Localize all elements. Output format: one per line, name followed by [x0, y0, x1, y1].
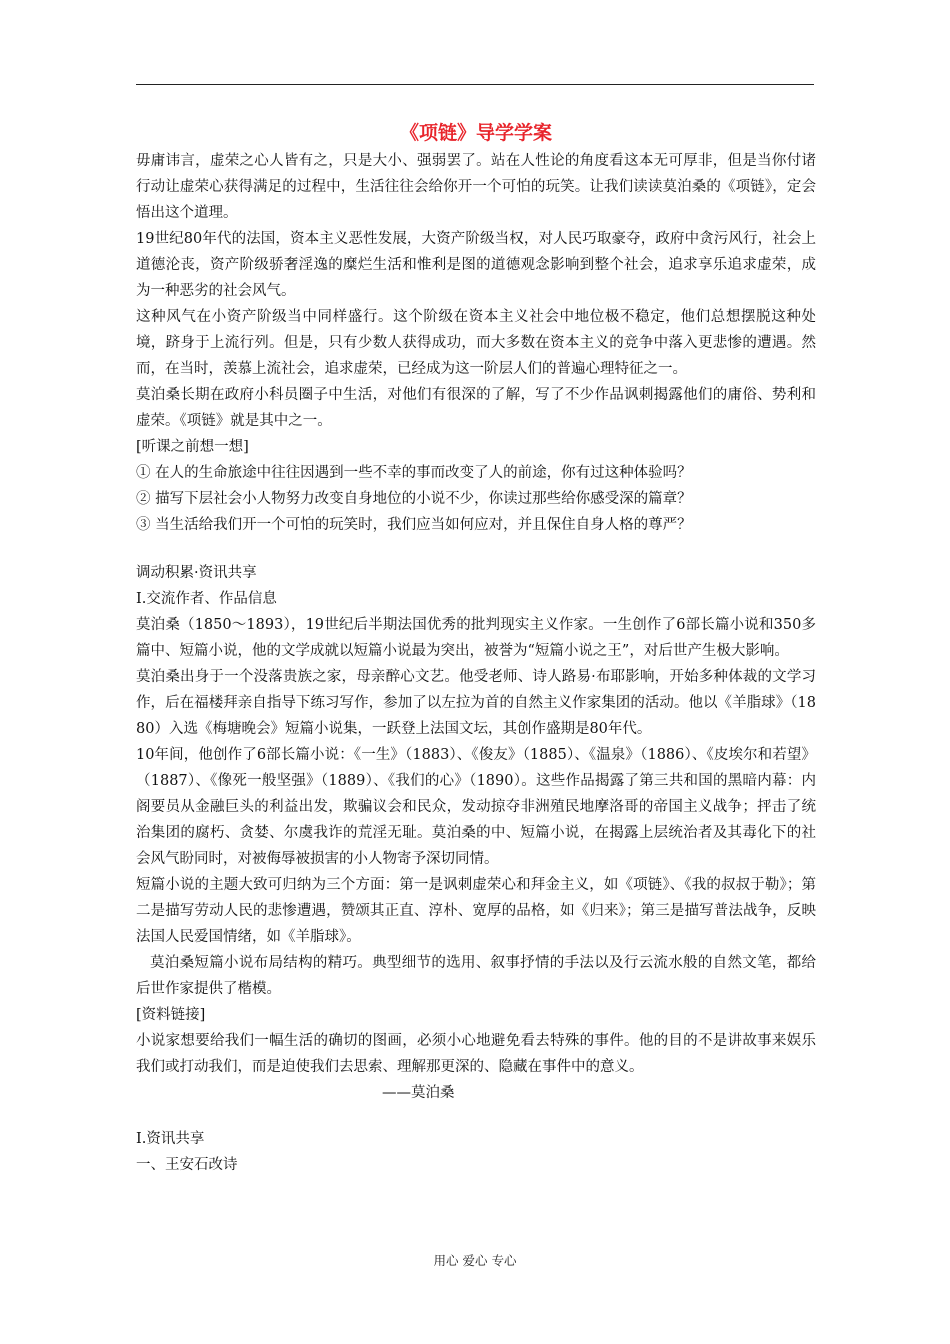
document-body [136, 118, 816, 1178]
author-paragraph: 莫泊桑短篇小说布局结构的精巧。典型细节的选用、叙事抒情的手法以及行云流水般的自然文笔，都给后世作家提供了楷模。 [136, 955, 816, 997]
resource-link-heading: [资料链接] [136, 1007, 206, 1023]
author-paragraph: 莫泊桑（1850～1893），19世纪后半期法国优秀的批判现实主义作家。一生创作了6部长篇小说和350多篇中、短篇小说，他的文学成就以短篇小说最为突出，被誉为“短篇小说之王”，对后世产生极大影响。 [136, 617, 816, 659]
page-footer: 用心 爱心 专心 [433, 1253, 517, 1268]
document-title: 《项链》导学学案 [399, 122, 552, 144]
pre-class-question: ② 描写下层社会小人物努力改变自身地位的小说不少，你读过那些给你感受深的篇章？ [136, 491, 692, 507]
author-paragraph: 10年间，他创作了6部长篇小说：《一生》（1883）、《俊友》（1885）、《温泉》（1886）、《皮埃尔和若望》（1887）、《像死一般坚强》（1889）、《我们的心》（1890）。这些作品揭露了第三共和国的黑暗内幕：内阁要员从金融巨头的利益出发，欺骗议会和民众，发动掠夺非洲殖民地摩洛哥的帝国主义战争；抨击了统治集团的腐朽、贪婪、尔虞我诈的荒淫无耻。莫泊桑的中、短篇小说，在揭露上层统治者及其毒化下的社会风气盼同时，对被侮辱被损害的小人物寄予深切同情。 [136, 747, 816, 867]
intro-paragraph: 毋庸讳言，虚荣之心人皆有之，只是大小、强弱罢了。站在人性论的角度看这本无可厚非，但是当你付诸行动让虚荣心获得满足的过程中，生活往往会给你开一个可怕的玩笑。让我们读读莫泊桑的《项链》，定会悟出这个道理。 [136, 153, 816, 221]
intro-paragraph: 这种风气在小资产阶级当中同样盛行。这个阶级在资本主义社会中地位极不稳定，他们总想摆脱这种处境，跻身于上流行列。但是，只有少数人获得成功，而大多数在资本主义的竞争中落入更悲惨的遭遇。然而，在当时，羡慕上流社会，追求虚荣，已经成为这一阶层人们的普遍心理特征之一。 [136, 309, 816, 377]
header-rule [136, 84, 814, 85]
intro-paragraph: 19世纪80年代的法国，资本主义恶性发展，大资产阶级当权，对人民巧取豪夺，政府中贪污风行，社会上道德沦丧，资产阶级骄奢淫逸的糜烂生活和惟利是图的道德观念影响到整个社会，追求享乐追求虚荣，成为一种恶劣的社会风气。 [136, 231, 816, 299]
author-paragraph: 短篇小说的主题大致可归纳为三个方面：第一是讽刺虚荣心和拜金主义，如《项链》、《我的叔叔于勒》；第二是描写劳动人民的悲惨遭遇，赞颂其正直、淳朴、宽厚的品格，如《归来》；第三是描写普法战争，反映法国人民爱国情绪，如《羊脂球》。 [136, 877, 816, 945]
pre-class-heading: [听课之前想一想] [136, 439, 249, 455]
pre-class-question: ① 在人的生命旅途中往往因遇到一些不幸的事而改变了人的前途，你有过这种体验吗？ [136, 465, 692, 481]
section-item: 一、王安石改诗 [136, 1157, 238, 1173]
pre-class-question: ③ 当生活给我们开一个可怕的玩笑时，我们应当如何应对，并且保住自身人格的尊严？ [136, 517, 692, 533]
spacer [136, 1106, 816, 1126]
section-heading: 调动积累·资讯共享 [136, 565, 257, 581]
spacer [136, 538, 816, 560]
resource-quote: 小说家想要给我们一幅生活的确切的图画，必须小心地避免看去特殊的事件。他的目的不是讲故事来娱乐我们或打动我们，而是迫使我们去思索、理解那更深的、隐藏在事件中的意义。 [136, 1033, 816, 1075]
section-heading: Ⅰ.资讯共享 [136, 1131, 205, 1147]
quote-author: ——莫泊桑 [382, 1085, 455, 1101]
section-subheading: Ⅰ.交流作者、作品信息 [136, 591, 277, 607]
author-paragraph: 莫泊桑出身于一个没落贵族之家，母亲醉心文艺。他受老师、诗人路易·布耶影响，开始多种体裁的文学习作，后在福楼拜亲自指导下练习写作，参加了以左拉为首的自然主义作家集团的活动。他以《羊脂球》（1880）入选《梅塘晚会》短篇小说集，一跃登上法国文坛，其创作盛期是80年代。 [136, 669, 816, 737]
intro-paragraph: 莫泊桑长期在政府小科员圈子中生活，对他们有很深的了解，写了不少作品讽刺揭露他们的庸俗、势利和虚荣。《项链》就是其中之一。 [136, 387, 816, 429]
